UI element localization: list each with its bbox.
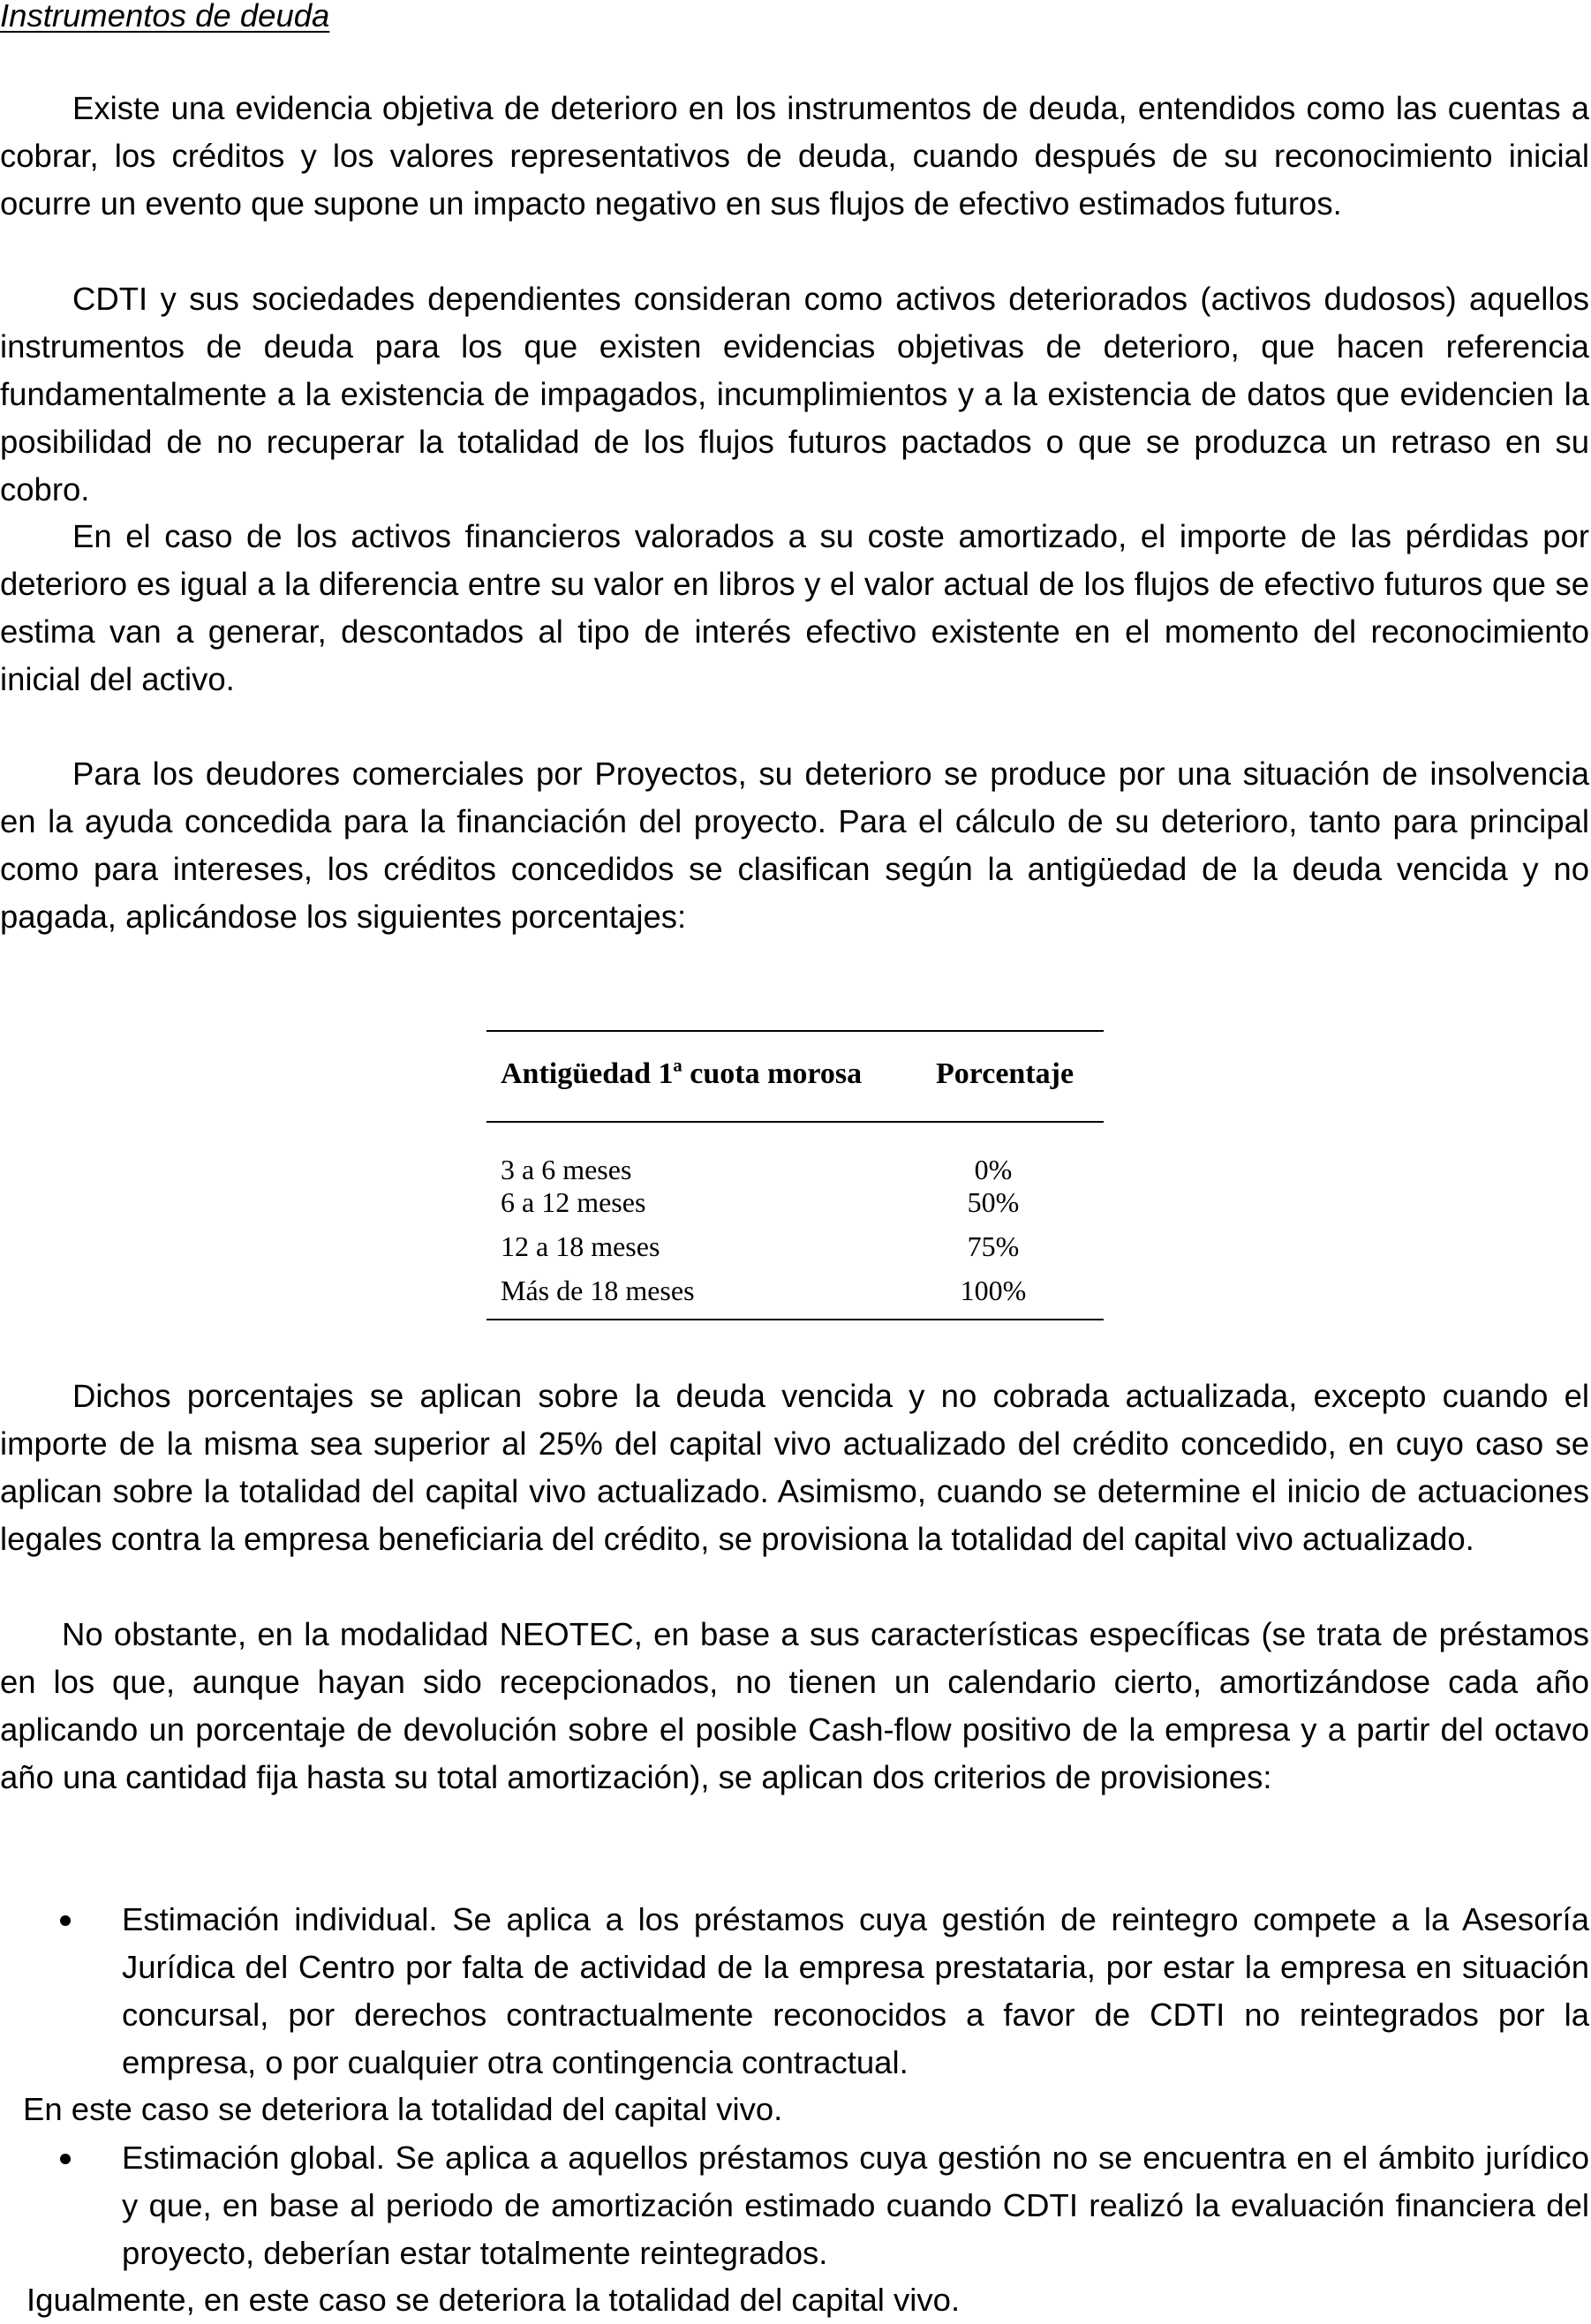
list-item-note: Igualmente, en este caso se deteriora la totalidad del capital vivo. [26, 2282, 961, 2318]
list-item-text: Estimación global. Se aplica a aquellos préstamos cuya gestión no se encuentra en el ámbito jurídico y que, en base al periodo de amortización estimado cuando CDTI realizó la evaluación financiera del proyecto, deberían estar totalmente reintegrados. [122, 2140, 1589, 2271]
paragraph-project-debtors: Para los deudores comerciales por Proyectos, su deterioro se produce por una situación de insolvencia en la ayuda concedida para la financiación del proyecto. Para el cálculo de su deterioro, tanto para principal como para intereses, los créditos concedidos se clasifican según la antigüedad de la deuda vencida y no pagada, aplicándose los siguientes porcentajes: [0, 756, 1589, 935]
table-cell-age: 3 a 6 meses [501, 1154, 632, 1185]
impairment-percentage-table [486, 1030, 1104, 1321]
table-header-age: Antigüedad 1ª cuota morosa [501, 1057, 863, 1090]
paragraph-doubtful-assets: CDTI y sus sociedades dependientes consideran como activos deteriorados (activos dudosos) aquellos instrumentos de deuda para los que existen evidencias objetivas de deterioro, que hacen referencia fundamentalmente a la existencia de impagados, incumplimientos y a la existencia de datos que evidencien la posibilidad de no recuperar la totalidad de los flujos futuros pactados o que se produzca un retraso en su cobro. [0, 281, 1589, 508]
table-cell-age: 12 a 18 meses [501, 1230, 660, 1262]
table-header-rule [486, 1121, 1104, 1123]
table-top-rule [486, 1030, 1104, 1032]
list-item-note: En este caso se deteriora la totalidad del capital vivo. [23, 2091, 783, 2127]
list-item-text: Estimación individual. Se aplica a los préstamos cuya gestión de reintegro compete a la Asesoría Jurídica del Centro por falta de actividad de la empresa prestataria, por estar la empresa en situación concursal, por derechos contractualmente reconocidos a favor de CDTI no reintegrados por la empresa, o por cualquier otra contingencia contractual. [122, 1901, 1589, 2080]
table-cell-percentage: 75% [967, 1230, 1020, 1262]
table-cell-percentage: 0% [974, 1154, 1013, 1185]
section-heading: Instrumentos de deuda [0, 0, 330, 34]
paragraph-percentages-application: Dichos porcentajes se aplican sobre la deuda vencida y no cobrada actualizada, excepto cuando el importe de la misma sea superior al 25% del capital vivo actualizado del crédito concedido, en cuyo caso se aplican sobre la totalidad del capital vivo actualizado. Asimismo, cuando se determine el inicio de actuaciones legales contra la empresa beneficiaria del crédito, se provisiona la totalidad del capital vivo actualizado. [0, 1378, 1589, 1557]
paragraph-neotec: No obstante, en la modalidad NEOTEC, en base a sus características específicas (se trata de préstamos en los que, aunque hayan sido recepcionados, no tienen un calendario cierto, amortizándose cada año aplicando un porcentaje de devolución sobre el posible Cash-flow positivo de la empresa y a partir del octavo año una cantidad fija hasta su total amortización), se aplican dos criterios de provisiones: [0, 1616, 1589, 1795]
table-cell-percentage: 100% [960, 1275, 1027, 1306]
table-cell-age: 6 a 12 meses [501, 1186, 646, 1218]
bullet-icon [60, 2154, 71, 2164]
paragraph-impairment-evidence: Existe una evidencia objetiva de deterioro en los instrumentos de deuda, entendidos como las cuentas a cobrar, los créditos y los valores representativos de deuda, cuando después de su reconocimiento inicial ocurre un evento que supone un impacto negativo en sus flujos de efectivo estimados futuros. [0, 90, 1589, 222]
table-cell-percentage: 50% [967, 1186, 1020, 1218]
table-header-percentage: Porcentaje [936, 1057, 1074, 1090]
paragraph-amortized-cost: En el caso de los activos financieros valorados a su coste amortizado, el importe de las pérdidas por deterioro es igual a la diferencia entre su valor en libros y el valor actual de los flujos de efectivo futuros que se estima van a generar, descontados al tipo de interés efectivo existente en el momento del reconocimiento inicial del activo. [0, 518, 1589, 697]
table-cell-age: Más de 18 meses [501, 1275, 695, 1306]
table-bottom-rule [486, 1319, 1104, 1320]
bullet-icon [60, 1915, 71, 1926]
